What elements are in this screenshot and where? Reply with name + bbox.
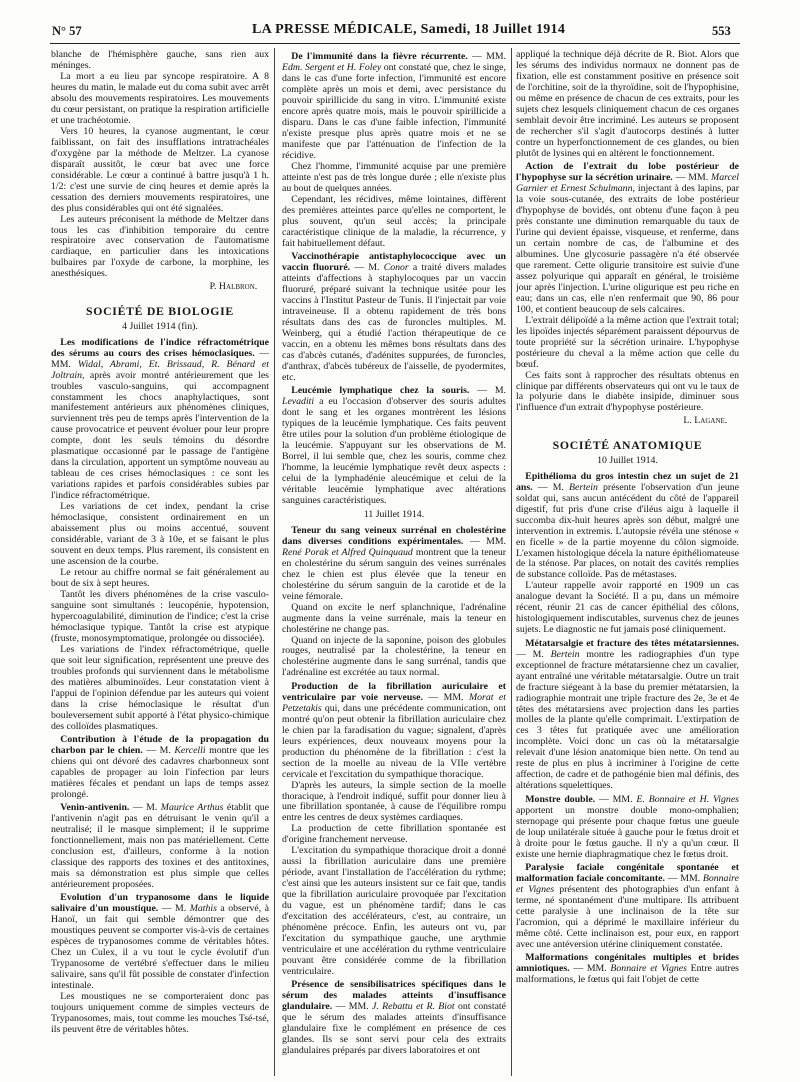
article-authors: Edm. Sergent et H. Foley (282, 62, 382, 74)
article-title: Venin-antivenin. (60, 802, 130, 814)
session-date: 4 Juillet 1914 (fin). (122, 320, 198, 332)
article-dash: — MM. (463, 535, 506, 547)
article-body: établit que l'antivenin n'agit pas en détruisant le venin qu'il a neutralisé; il le masque simplement; il le supprime fonctionnellement, mais non pas matériellement. Cette conclusion est, d'ailleurs, conforme à la notion classique des rapports des toxines et des antitoxines, mais sa démonstration est plus simple que celles antérieurement proposées. (51, 802, 269, 891)
article-body: ont constaté que, chez le singe, dans le cas d'une forte infection, l'immunité est encore complète après un mois et demi, avec persistance du pouvoir spirillicide du sang in vitro. L'immunité existe encore après quatre mois, mais le pouvoir spirillicide a disparu. Dans le cas d'une faible infection, l'immunité n'existe presque plus après quatre mois et ne se manifeste que par l'atténuation de l'infection de la récidive. (282, 62, 506, 162)
article (51, 893, 269, 992)
article (282, 252, 506, 384)
article-title: Métatarsalgie et fracture des têtes métatarsiennes. (525, 637, 739, 649)
header-rule (50, 43, 740, 44)
article-body: apportent un monstre double mono-omphalien; sternopage qui présente pour chaque fœtus une gueule de loup unilatérale située à gauche pour le fœtus droit et à droite pour le fœtus gauche. Il n'y a qu'un cœur. Il existe une hernie diaphragmatique chez le fœtus droit. (516, 804, 739, 860)
article-authors: Conor (383, 262, 409, 274)
article (282, 386, 506, 507)
article-body: a eu l'occasion d'observer des souris adultes dont le sang et les organes montrèrent les lésions typiques de la leucémie lymphatique. Ces faits peuvent être utiles pour la solution d'un problème étiologique de la leucémie. S'appuyant sur les observations de M. Borrel, il lui semble que, chez les souris, comme chez l'homme, la leucémie lymphatique revêt deux aspects : celui de la lymphadénie aleucémique et celui de la véritable leucémie lymphatique avec altérations sanguines caractéristiques. (282, 396, 506, 507)
paragraph: Quand on injecte de la saponine, poison des globules rouges, neutralisé par la cholestérine, la teneur en cholestérine augmente dans le sang surrénal, tandis que l'adrénaline est excrétée au taux normal. (282, 634, 506, 679)
article-authors: Bonnaire et Vignes (516, 872, 739, 895)
article-title: Vaccinothérapie antistaphylococcique avec un vaccin fluoruré. (282, 251, 506, 274)
paragraph: Vers 10 heures, la cyanose augmentant, le cœur faiblissant, on fait des insufflations intratrachéales d'oxygène par la méthode de Meltzer. La cyanose disparaît aussitôt, le cœur bat avec une force considérable. Le cœur a continué à battre jusqu'à 1 h. 1/2: c'est une survie de cinq heures et demie après la cessation des derniers mouvements respiratoires, une des plus considérables qui ont été signalées. (51, 125, 269, 214)
article-authors: Levaditi (282, 396, 315, 408)
article-body: montre les radiographies d'un type exceptionnel de fracture métatarsienne chez un cavalier, ayant entraîné une véritable métatarsalgie. Outre un trait de fracture siégeant à la base du premier métatarsien, la radiographie montrait une triple fracture des 2e, 3e et 4e têtes des métatarsiens avec projection dans les parties molles de la plante qu'elle comprimait. L'extirpation de ces 3 têtes fut pratiquée avec une amélioration incomplète. Voici donc un cas où la métatarsalgie relevait d'une lésion anatomique bien nette. On tend au reste de plus en plus à incriminer à l'origine de cette affection, de cadre et de pathogénie bien mal définis, des altérations squelettiques. (516, 648, 739, 792)
article (282, 682, 506, 781)
paragraph: D'après les auteurs, la simple section de la moelle thoracique, à l'endroit indiqué, suffit pour donner lieu à une fibrillation spontanée, à cause de l'équilibre rompu entre les centres de deux systèmes cardiaques. (282, 779, 506, 824)
paragraph: Quand on excite le nerf splanchnique, l'adrénaline augmente dans la veine surrénale, mais la teneur en cholestérine ne change pas. (282, 601, 506, 635)
article-dash: — M. (158, 903, 190, 915)
paragraph: L'extrait délipoïdé a la même action que l'extrait total; les lipoïdes injectés séparément paraissent dépourvus de toute propriété sur la sécrétion urinaire. L'hypophyse postérieure du cheval a la même action que celle du bœuf. (516, 314, 739, 370)
article-title: Monstre double. (525, 793, 596, 805)
issue-number: N° 57 (52, 24, 82, 38)
article-body: , injectant à des lapins, par la voie sous-cutanée, des extraits de lobe postérieur d'hypophyse de bovidés, ont obtenu d'une façon à peu près constante une diminution remarquable du taux de l'urine qui devient épaisse, visqueuse, et renferme, dans un certain nombre de cas, de l'albumine et des albumines. Une glycosurie passagère n'a été observée que rarement. Cette oligurie transitoire est suivie d'une assez polyurique qui apparaît en général, le troisième jour après l'injection. L'urine oligurique est peu riche en eau; dans un cas, elle n'en renfermait que 90, 86 pour 100, et contient beaucoup de sels calcaires. (516, 183, 739, 315)
article-authors: Bertein (550, 648, 580, 660)
article (516, 795, 739, 861)
paragraph: Les variations de cet index, pendant la crise hémoclasique, consistent ordinairement en un abaissement plus ou moins accentué, souvent considérable, variant de 3 à 10e, et se faisant le plus souvent en deux temps. Plus rarement, ils consistent en une ascension de la courbe. (51, 501, 269, 568)
article (516, 953, 739, 986)
paragraph: appliqué la technique déjà décrite de R. Biot. Alors que les sérums des individus normaux ne donnent pas de fixation, elle est constamment positive en présence soit de l'orchitine, soit de la thyroïdine, soit de l'hypophisine, ou même en présence de chacun de ces extraits, pour les sujets chez lesquels cliniquement chacun de ces organes semblait devoir être incriminé. Les auteurs se proposent de rechercher s'il s'agit d'autocorps destinés à lutter contre un hyperfonctionnement de ces glandes, ou bien plutôt de lysines qui en altèrent le fonctionnement. (516, 50, 739, 159)
section-heading: SOCIÉTÉ DE BIOLOGIE (86, 304, 234, 318)
column-1 (51, 50, 269, 1076)
article (282, 52, 506, 162)
article (51, 338, 269, 503)
paragraph: Cependant, les récidives, même lointaines, diffèrent des premières atteintes parce qu'elles ne comportent, le plus souvent, qu'un seul accès; la principale caractéristique clinique de la maladie, la récurrence, y fait habituellement défaut. (282, 194, 506, 249)
article-dash: — MM. (672, 172, 712, 184)
article-authors: E. Bonnaire et H. Vignes (636, 793, 739, 805)
paragraph: Ces faits sont à rapprocher des résultats obtenus en clinique par différents observateurs qui ont vu le taux de la polyurie dans le diabète insipide, diminuer sous l'influence d'un extrait d'hypophyse postérieure. (516, 369, 739, 414)
article-authors: Mathis (189, 903, 217, 915)
article-title: Epithélioma du gros intestin chez un sujet de 21 ans. (516, 470, 739, 493)
paragraph: Les auteurs préconisent la méthode de Meltzer dans tous les cas d'inhibition temporaire du centre respiratoire avec conservation de l'automatisme cardiaque, en particulier dans les intoxications bulbaires par l'oxyde de carbone, la morphine, les anesthésiques. (51, 213, 269, 280)
article-body: ont constaté que le sérum des malades atteints d'insuffisance glandulaire fixe le complément en présence de ces glandes. Ils se sont servi pour cela des extraits glandulaires préparés par divers laboratoires et ont (282, 1001, 506, 1057)
article-body: présentent des photographies d'un enfant à terme, né spontanément d'une multipare. Ils attribuent cette paralysie à une inclinaison de la tête sur l'acromion, qui a déprimé le maxillaire inférieur du même côté. Cette inclinaison est, pour eux, en rapport avec une antéversion utérine cliniquement constatée. (516, 883, 739, 950)
article-title: Contribution à l'étude de la propagation du charbon par le chien. (51, 733, 269, 756)
article-authors: Morat et Petzetakis (282, 691, 506, 714)
paragraph: blanche de l'hémisphère gauche, sans rien aux méninges. (51, 50, 269, 71)
article-title: Action de l'extrait du lobe postérieur de l'hypophyse sur la sécrétion urinaire. (516, 161, 739, 184)
signature: L. Lagane. (683, 414, 728, 426)
article (516, 162, 739, 316)
article-dash: — MM. (569, 963, 611, 975)
article-authors: Bonnaire et Vignes (610, 963, 687, 975)
session-date: 10 Juillet 1914. (597, 454, 658, 466)
article-dash: — M. (516, 648, 551, 660)
article-dash: — M. (469, 385, 506, 397)
article-title: Paralysie faciale congénitale spontanée et malformation faciale concomitante. (516, 861, 739, 884)
article-dash: — MM. (422, 691, 469, 703)
article-title: Teneur du sang veineux surrénal en cholestérine dans diverses conditions expérimentales. (282, 524, 506, 547)
article (516, 639, 739, 793)
column-rule (274, 48, 275, 1076)
article-dash: — MM. (664, 872, 703, 884)
article-authors: Widal, Abrami, Et. Brissaud, R. Bénard et Joltrain (51, 358, 269, 381)
article-title: Présence de sensibilisatrices spécifiques dans le sérum des malades atteints d'insuffisance glandulaire. (282, 979, 506, 1013)
page-number: 553 (712, 24, 731, 38)
article-dash: — MM. (595, 793, 637, 805)
article-dash: — M. (532, 481, 570, 493)
article-body: a observé, à Hanoï, un fait qui semble démontrer que des moustiques peuvent se comporter vis-à-vis de certaines espèces de trypanosomes comme de véritables hôtes. Chez un Culex, il a vu tout le cycle évolutif d'un Trypanosome de vertébré s'effectuer dans le milieu salivaire, sans qu'il fût possible de constater d'infection intestinale. (51, 903, 269, 992)
article-authors: Maurice Arthus (160, 802, 224, 814)
column-rule (511, 48, 512, 1076)
article-authors: Bertein (569, 481, 598, 493)
paragraph: L'auteur rappelle avoir rapporté en 1909 un cas analogue devant la Société. Il a pu, dans un mémoire récent, réunir 21 cas de cancer épithélial des côlons, histologiquement indiscutables, survenus chez de jeunes sujets. Le diagnostic ne fut jamais posé cliniquement. (516, 580, 739, 636)
article-body: présente l'observation d'un jeune soldat qui, sans aucun antécédent du côté de l'appareil digestif, fut pris d'une crise d'iléus aigu à laquelle il succomba dix-huit heures après son début, malgré une intervention in extremis. L'autopsie révéla une sténose « en ficelle » de la partie moyenne du côlon sigmoïde. L'examen histologique décela la nature épithéliomateuse de la sténose. Par places, on notait des cavités remplies de substance colloïde. Pas de métastases. (516, 481, 739, 581)
newspaper-title: LA PRESSE MÉDICALE, Samedi, 18 Juillet 1914 (252, 22, 566, 37)
article-title: De l'immunité dans la fièvre récurrente. (291, 51, 468, 63)
article-body: , après avoir montré antérieurement que les troubles vasculo-sanguins, qui accompagnent constamment les chocs anaphylactiques, sont manifestement antérieurs aux phénomènes cliniques, surviennent très peu de temps après l'intervention de la cause provocatrice et peuvent évoluer pour leur propre compte, dont les seuls témoins du désordre plasmatique occasionné par le passage de l'antigène dans la circulation, apportent un symptôme nouveau au tableau de ces crises hémoclasiques : ce sont les variations rapides et parfois considérables subies par l'indice réfractométrique. (51, 369, 269, 502)
article-title: Malformations congénitales multiples et brides amniotiques. (516, 952, 739, 975)
paragraph: Les variations de l'index réfractométrique, quelle que soit leur signification, représentent une preuve des troubles profonds qui surviennent dans le métabolisme des matières albuminoïdes. Leur constatation vient à l'appui de l'opinion défendue par les auteurs qui voient dans la crise hémoclasique le résultat d'un bouleversement subit apporté à l'état physico-chimique des colloïdes plasmatiques. (51, 643, 269, 732)
article (282, 526, 506, 603)
article-body: qui, dans une précédente communication, ont montré qu'on peut obtenir la fibrillation auriculaire chez le chien par la faradisation du vague; signalent, d'après leurs expériences, deux nouveaux moyens pour la production du phénomène de la fibrillation : c'est la section de la moelle au niveau de la VIIe vertèbre cervicale et l'excitation du sympathique thoracique. (282, 702, 506, 780)
paragraph: Tantôt les divers phénomènes de la crise vasculo-sanguine sont simultanés : leucopénie, hypotension, hypercoagulabilité, diminution de l'indice; c'est la crise hémoclasique typique. Tantôt la crise est atypique (fruste, monosymptomatique, prolongée ou dissociée). (51, 588, 269, 644)
article-authors: J. Rebattu et R. Biot (372, 1001, 455, 1013)
column-2 (282, 50, 506, 1076)
article-title: Production de la fibrillation auriculaire et ventriculaire par voie nerveuse. (282, 680, 506, 703)
article-body: montre que les chiens qui ont dévoré des cadavres charbonneux sont capables de propager au loin l'infection par leurs matières fécales et pendant un laps de temps assez prolongé. (51, 744, 269, 800)
session-date: 11 Juillet 1914. (363, 508, 425, 520)
article-authors: Marcel Garnier et Ernest Schulmann (516, 172, 739, 195)
section-heading: SOCIÉTÉ ANATOMIQUE (552, 438, 703, 452)
column-3 (516, 50, 739, 1076)
article (282, 980, 506, 1057)
article (51, 735, 269, 801)
paragraph: La mort a eu lieu par syncope respiratoire. A 8 heures du matin, le malade eut du coma subit avec arrêt absolu des mouvements respiratoires. Les mouvements du cœur persistant, on pratique la respiration artificielle et une trachéotomie. (51, 70, 269, 126)
paragraph: Les moustiques ne se comporteraient donc pas toujours uniquement comme de simples vecteurs de Trypanosomes, mais, tout comme les mouches Tsé-tsé, ils peuvent être de véritables hôtes. (51, 991, 269, 1036)
article-authors: Kercelli (174, 744, 206, 756)
signature: P. Halbron. (209, 280, 258, 292)
article-dash: — M. (129, 802, 161, 814)
article-dash: — M. (350, 262, 384, 274)
article-dash: — MM. (51, 347, 269, 370)
paragraph: Chez l'homme, l'immunité acquise par une première atteinte n'est pas de très longue durée ; elle n'existe plus au bout de quelques années. (282, 161, 506, 195)
article-body: a traité divers malades atteints d'affections à staphylocoques par un vaccin fluoruré, préparé suivant la technique usitée pour les vaccins à l'Institut Pasteur de Tunis. Il l'injectait par voie intraveineuse. Il a obtenu rapidement de très bons résultats dans des cas de furoncles multiples. M. Weinberg, qui a étudié l'action thérapeutique de ce vaccin, en a obtenu les mêmes bons résultats dans des cas d'abcès cutanés, d'adénites suppurées, de furoncles, d'anthrax, d'abcès tubéreux de l'aisselle, de pyodermites, etc. (282, 262, 506, 383)
article-authors: René Porak et Alfred Quinquaud (282, 546, 413, 558)
paragraph: Le retour au chiffre normal se fait généralement au bout de six à sept heures. (51, 567, 269, 589)
article-body: Entre autres malformations, le fœtus qui fait l'objet de cette (516, 963, 739, 986)
article-dash: — M. (142, 744, 175, 756)
article-title: Evolution d'un trypanosome dans le liquide salivaire d'un moustique. (51, 892, 269, 915)
article-body: montrent que la teneur en cholestérine du sérum sanguin des veines surrénales chez le chien est plus élevée que la teneur en cholestérine du sérum sanguin de la carotide et de la veine fémorale. (282, 546, 506, 602)
article (51, 803, 269, 891)
article-title: Leucémie lymphatique chez la souris. (291, 385, 470, 397)
article-dash: — MM. (467, 51, 506, 63)
article-title: Les modifications de l'indice réfractométrique des sérums au cours des crises hémoclasiques. (51, 336, 269, 359)
article-dash: — MM. (332, 1001, 372, 1013)
article (516, 863, 739, 951)
paragraph: La production de cette fibrillation spontanée est d'origine franchement nerveuse. (282, 823, 506, 846)
paragraph: L'excitation du sympathique thoracique droit a donné aussi la fibrillation auriculaire dans une première période, avant l'installation de l'accélération du rythme; c'est ainsi que les auteurs insistent sur ce fait que, tandis que la fibrillation auriculaire provoquée par l'excitation du vague, est un phénomène tardif; dans le cas d'excitation des accélérateurs, c'est, au contraire, un phénomène précoce. Enfin, les auteurs ont vu, par l'excitation du sympathique gauche, une arythmie ventriculaire et une accélération du rythme ventriculaire pouvant être considérée comme de la fibrillation ventriculaire. (282, 845, 506, 978)
article (516, 472, 739, 582)
